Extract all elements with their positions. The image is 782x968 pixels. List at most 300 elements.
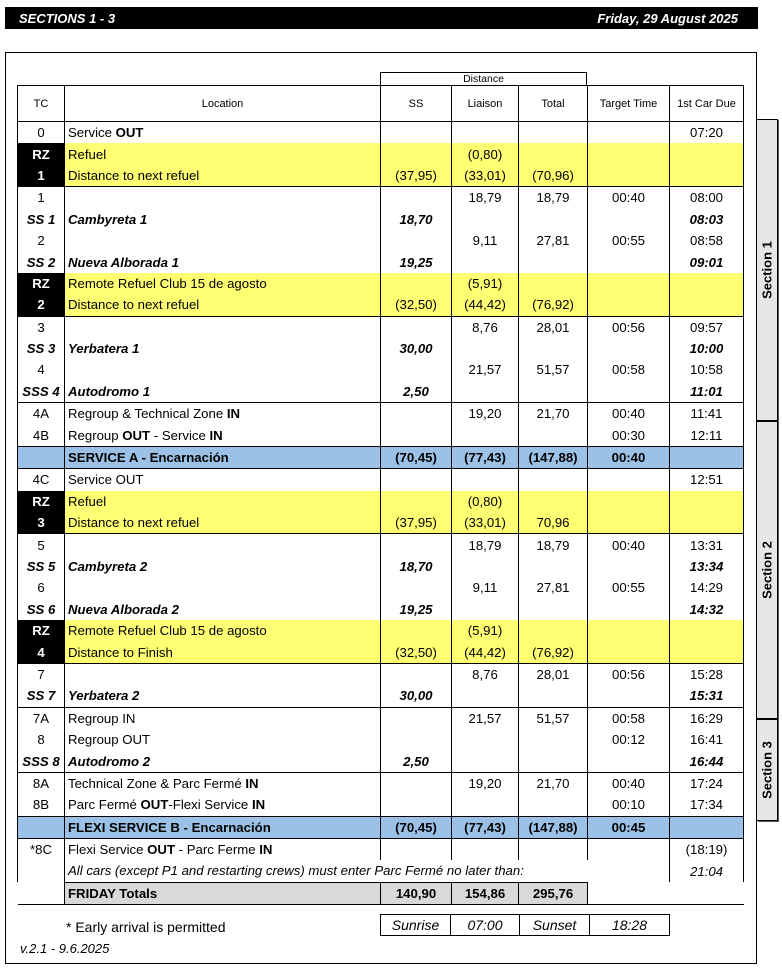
cell-loc [65, 838, 381, 860]
cell-ss: (37,95) [381, 165, 452, 187]
cell-loc [65, 750, 381, 772]
table-row [18, 534, 744, 556]
cell-due: 15:31 [670, 685, 744, 707]
cell-target: 00:40 [588, 403, 670, 425]
cell-loc [65, 577, 381, 598]
cell-loc [65, 294, 381, 316]
location-emphasis: OUT [140, 797, 169, 813]
table-row [18, 685, 744, 707]
location-text: Autodromo 1 [68, 383, 151, 399]
cell-ss: (32,50) [381, 294, 452, 316]
table-row [18, 512, 744, 534]
cell-ss: 18,70 [381, 556, 452, 577]
cell-ss [381, 187, 452, 209]
cell-total: (147,88) [519, 446, 588, 468]
col-location: Location [65, 86, 381, 122]
cell-liaison: (0,80) [452, 143, 519, 164]
cell-target: 00:55 [588, 577, 670, 598]
col-total: Total [519, 86, 588, 122]
cell-tc: RZ [18, 273, 65, 294]
cell-target [588, 641, 670, 663]
cell-due [670, 491, 744, 512]
cell-total: 51,57 [519, 707, 588, 729]
cell-total: 21,70 [519, 403, 588, 425]
cell-liaison [452, 729, 519, 750]
cell-tc [18, 446, 65, 468]
location-text: Flexi Service [68, 842, 148, 858]
cell-loc [65, 663, 381, 685]
cell-ss: (37,95) [381, 512, 452, 534]
cell-loc [65, 165, 381, 187]
cell-liaison: 21,57 [452, 707, 519, 729]
cell-tc: *8C [18, 838, 65, 860]
cell-liaison [452, 251, 519, 272]
cell-ss: 19,25 [381, 599, 452, 620]
cell-liaison: 19,20 [452, 772, 519, 794]
cell-due: 13:34 [670, 556, 744, 577]
location-emphasis: OUT [122, 427, 151, 443]
cell-target: 00:55 [588, 230, 670, 251]
table-row [18, 556, 744, 577]
cell-liaison: 18,79 [452, 187, 519, 209]
location-text: Regroup OUT [68, 732, 151, 748]
cell-ss: 19,25 [381, 251, 452, 272]
cell-liaison: (33,01) [452, 165, 519, 187]
cell-total: 28,01 [519, 316, 588, 338]
cell-target [588, 512, 670, 534]
cell-due: 09:57 [670, 316, 744, 338]
location-text: Regroup & Technical Zone [68, 406, 227, 422]
col-ss: SS [381, 86, 452, 122]
table-row [18, 707, 744, 729]
section-3-tab: Section 3 [757, 719, 778, 821]
table-row [18, 338, 744, 359]
location-emphasis: IN [209, 427, 223, 443]
cell-liaison [452, 838, 519, 860]
cell-due: 14:29 [670, 577, 744, 598]
cell-loc [65, 338, 381, 359]
cell-tc: 8B [18, 794, 65, 816]
table-row [18, 860, 744, 882]
cell-total [519, 469, 588, 491]
cell-loc [65, 316, 381, 338]
cell-liaison [452, 209, 519, 230]
location-text: Remote Refuel Club 15 de agosto [68, 275, 267, 291]
location-text: Distance to Finish [68, 644, 173, 660]
cell-ss [381, 491, 452, 512]
cell-target: 00:40 [588, 772, 670, 794]
cell-ss: 18,70 [381, 209, 452, 230]
table-row [18, 273, 744, 294]
cell-due: 16:29 [670, 707, 744, 729]
cell-total: 18,79 [519, 534, 588, 556]
cell-tc: SSS 4 [18, 381, 65, 403]
cell-due: 16:44 [670, 750, 744, 772]
cell-total [519, 273, 588, 294]
cell-total: 27,81 [519, 577, 588, 598]
cell-liaison [452, 599, 519, 620]
cell-total [519, 729, 588, 750]
table-row [18, 882, 744, 904]
cell-tc: 2 [18, 230, 65, 251]
table-row [18, 381, 744, 403]
date-label: Friday, 29 August 2025 [597, 11, 738, 26]
cell-total: 70,96 [519, 512, 588, 534]
table-row [18, 838, 744, 860]
cell-target [588, 209, 670, 230]
cell-ss: (32,50) [381, 641, 452, 663]
cell-due: 11:01 [670, 381, 744, 403]
cell-liaison: (44,42) [452, 294, 519, 316]
cell-target: 00:58 [588, 359, 670, 380]
cell-loc [65, 882, 381, 904]
table-row [18, 641, 744, 663]
cell-tc: RZ [18, 491, 65, 512]
cell-loc [65, 729, 381, 750]
cell-total: 18,79 [519, 187, 588, 209]
cell-ss: 30,00 [381, 685, 452, 707]
cell-loc [65, 599, 381, 620]
location-text: Yerbatera 2 [68, 688, 140, 704]
col-liaison: Liaison [452, 86, 519, 122]
cell-tc: RZ [18, 143, 65, 164]
table-row [18, 446, 744, 468]
cell-due [670, 446, 744, 468]
cell-loc [65, 772, 381, 794]
cell-total [519, 209, 588, 230]
sunrise-label: Sunrise [381, 915, 451, 936]
cell-target [588, 381, 670, 403]
cell-target [588, 273, 670, 294]
section-1-tab: Section 1 [757, 119, 778, 421]
cell-loc [65, 273, 381, 294]
col-tc: TC [18, 86, 65, 122]
cell-tc: SS 3 [18, 338, 65, 359]
cell-target [588, 491, 670, 512]
cell-tc: 8 [18, 729, 65, 750]
cell-tc: SS 2 [18, 251, 65, 272]
cell-liaison: 19,20 [452, 403, 519, 425]
cell-ss [381, 359, 452, 380]
cell-ss [381, 534, 452, 556]
cell-due: 13:31 [670, 534, 744, 556]
cell-liaison [452, 685, 519, 707]
cell-due: 12:51 [670, 469, 744, 491]
location-emphasis: IN [226, 406, 241, 422]
cell-due: (18:19) [670, 838, 744, 860]
table-row [18, 663, 744, 685]
itinerary-table [17, 85, 744, 905]
sun-times [380, 914, 670, 936]
cell-liaison: 154,86 [452, 882, 519, 904]
cell-liaison [452, 424, 519, 446]
cell-tc: 3 [18, 512, 65, 534]
cell-liaison: 8,76 [452, 316, 519, 338]
table-row [18, 230, 744, 251]
cell-due: 11:41 [670, 403, 744, 425]
location-text: All cars (except P1 and restarting crews) must enter Parc Fermé no later than: [68, 863, 524, 879]
cell-total: (147,88) [519, 816, 588, 838]
table-row [18, 316, 744, 338]
cell-target [588, 882, 670, 904]
cell-tc: SSS 8 [18, 750, 65, 772]
cell-tc: 3 [18, 316, 65, 338]
location-text: Nueva Alborada 1 [68, 254, 179, 270]
cell-loc [65, 381, 381, 403]
table-row [18, 750, 744, 772]
table-row [18, 424, 744, 446]
table-row [18, 122, 744, 144]
cell-loc [65, 860, 670, 882]
cell-loc [65, 685, 381, 707]
cell-loc [65, 230, 381, 251]
table-row [18, 469, 744, 491]
cell-due [670, 882, 744, 904]
cell-ss [381, 273, 452, 294]
location-text: Cambyreta 1 [68, 211, 148, 227]
cell-tc: 4C [18, 469, 65, 491]
cell-liaison: 18,79 [452, 534, 519, 556]
cell-liaison: (44,42) [452, 641, 519, 663]
cell-due: 17:34 [670, 794, 744, 816]
cell-target [588, 599, 670, 620]
cell-liaison: 8,76 [452, 663, 519, 685]
cell-tc [18, 882, 65, 904]
cell-ss [381, 316, 452, 338]
location-text: SERVICE A - Encarnación [68, 450, 229, 466]
cell-due: 15:28 [670, 663, 744, 685]
cell-due [670, 165, 744, 187]
cell-target [588, 620, 670, 641]
location-text: Parc Fermé [68, 797, 141, 813]
cell-ss [381, 794, 452, 816]
location-emphasis: IN [251, 797, 266, 813]
cell-liaison: (77,43) [452, 816, 519, 838]
location-text: Technical Zone & Parc Fermé [68, 775, 246, 791]
cell-total [519, 794, 588, 816]
cell-loc [65, 359, 381, 380]
cell-ss [381, 469, 452, 491]
cell-liaison [452, 750, 519, 772]
table-row [18, 729, 744, 750]
location-text: Cambyreta 2 [68, 559, 148, 574]
cell-total: 295,76 [519, 882, 588, 904]
cell-due: 12:11 [670, 424, 744, 446]
cell-total [519, 122, 588, 144]
location-emphasis: IN [245, 775, 259, 791]
table-row [18, 772, 744, 794]
cell-tc: 4B [18, 424, 65, 446]
cell-ss [381, 729, 452, 750]
cell-total: (76,92) [519, 641, 588, 663]
cell-total: 21,70 [519, 772, 588, 794]
cell-total: (70,96) [519, 165, 588, 187]
distance-group-header: Distance [380, 72, 587, 86]
cell-loc [65, 816, 381, 838]
cell-tc: 4 [18, 641, 65, 663]
cell-target [588, 685, 670, 707]
cell-target: 00:12 [588, 729, 670, 750]
table-row [18, 209, 744, 230]
cell-ss [381, 772, 452, 794]
cell-total: 28,01 [519, 663, 588, 685]
cell-due: 10:58 [670, 359, 744, 380]
cell-ss: 2,50 [381, 750, 452, 772]
cell-due [670, 512, 744, 534]
location-text: Regroup IN [68, 710, 136, 726]
table-row [18, 403, 744, 425]
table-row [18, 187, 744, 209]
cell-target [588, 122, 670, 144]
location-emphasis: IN [259, 842, 273, 858]
cell-target: 00:56 [588, 316, 670, 338]
table-row [18, 251, 744, 272]
cell-total [519, 556, 588, 577]
cell-total: 51,57 [519, 359, 588, 380]
cell-target: 00:40 [588, 446, 670, 468]
cell-ss [381, 663, 452, 685]
cell-total: (76,92) [519, 294, 588, 316]
cell-ss [381, 403, 452, 425]
cell-loc [65, 641, 381, 663]
location-text: Refuel [68, 493, 107, 509]
cell-liaison [452, 338, 519, 359]
cell-tc: SS 6 [18, 599, 65, 620]
cell-ss: 30,00 [381, 338, 452, 359]
table-row [18, 794, 744, 816]
table-row [18, 599, 744, 620]
location-text: Service [68, 125, 116, 141]
cell-target: 00:40 [588, 187, 670, 209]
cell-ss [381, 707, 452, 729]
cell-target: 00:58 [588, 707, 670, 729]
cell-loc [65, 794, 381, 816]
cell-tc: 1 [18, 165, 65, 187]
cell-total [519, 491, 588, 512]
cell-tc: SS 5 [18, 556, 65, 577]
cell-ss [381, 122, 452, 144]
cell-total [519, 338, 588, 359]
cell-due [670, 273, 744, 294]
cell-loc [65, 251, 381, 272]
cell-tc: 4 [18, 359, 65, 380]
cell-tc [18, 860, 65, 882]
early-arrival-note: * Early arrival is permitted [66, 919, 226, 935]
location-text: Regroup [68, 427, 123, 443]
cell-liaison: (77,43) [452, 446, 519, 468]
cell-due: 10:00 [670, 338, 744, 359]
cell-tc: 7 [18, 663, 65, 685]
page-title: SECTIONS 1 - 3 [19, 11, 116, 26]
cell-loc [65, 446, 381, 468]
cell-tc [18, 816, 65, 838]
header-bar [5, 7, 758, 29]
cell-ss [381, 838, 452, 860]
cell-target [588, 469, 670, 491]
table-row [18, 491, 744, 512]
cell-target: 00:40 [588, 534, 670, 556]
cell-target: 00:56 [588, 663, 670, 685]
location-text: -Flexi Service [168, 797, 252, 813]
sunset-label: Sunset [520, 915, 590, 936]
cell-due: 08:00 [670, 187, 744, 209]
cell-ss: 2,50 [381, 381, 452, 403]
cell-due: 17:24 [670, 772, 744, 794]
cell-loc [65, 122, 381, 144]
cell-due [670, 294, 744, 316]
cell-tc: 1 [18, 187, 65, 209]
section-2-tab: Section 2 [757, 421, 778, 719]
cell-target [588, 556, 670, 577]
col-target-time: Target Time [588, 86, 670, 122]
cell-ss [381, 230, 452, 251]
sunset-time: 18:28 [590, 915, 670, 936]
cell-due: 09:01 [670, 251, 744, 272]
location-text: Service OUT [68, 472, 144, 488]
cell-due: 14:32 [670, 599, 744, 620]
cell-loc [65, 209, 381, 230]
cell-ss: (70,45) [381, 816, 452, 838]
cell-target: 00:10 [588, 794, 670, 816]
cell-total [519, 750, 588, 772]
table-row [18, 577, 744, 598]
cell-tc: 2 [18, 294, 65, 316]
cell-tc: 6 [18, 577, 65, 598]
cell-due [670, 620, 744, 641]
location-emphasis: OUT [115, 125, 144, 141]
cell-due: 21:04 [670, 860, 744, 882]
table-row [18, 294, 744, 316]
location-text: Refuel [68, 146, 107, 162]
cell-due: 08:58 [670, 230, 744, 251]
cell-liaison: (5,91) [452, 273, 519, 294]
cell-loc [65, 556, 381, 577]
cell-target [588, 143, 670, 164]
cell-target: 00:30 [588, 424, 670, 446]
cell-due: 16:41 [670, 729, 744, 750]
cell-ss [381, 143, 452, 164]
cell-loc [65, 512, 381, 534]
cell-ss [381, 577, 452, 598]
location-text: Nueva Alborada 2 [68, 601, 179, 617]
cell-liaison: 9,11 [452, 230, 519, 251]
cell-target [588, 750, 670, 772]
cell-due [670, 143, 744, 164]
location-text: - Service [150, 427, 210, 443]
table-row [18, 620, 744, 641]
version-label: v.2.1 - 9.6.2025 [20, 941, 110, 956]
cell-tc: 7A [18, 707, 65, 729]
table-row [18, 816, 744, 838]
cell-due [670, 816, 744, 838]
cell-total [519, 599, 588, 620]
cell-target [588, 294, 670, 316]
location-text: Distance to next refuel [68, 515, 200, 531]
cell-loc [65, 620, 381, 641]
cell-liaison: (0,80) [452, 491, 519, 512]
cell-ss: 140,90 [381, 882, 452, 904]
location-text: Autodromo 2 [68, 753, 151, 769]
cell-loc [65, 403, 381, 425]
cell-loc [65, 491, 381, 512]
cell-tc: 8A [18, 772, 65, 794]
cell-liaison [452, 381, 519, 403]
cell-target [588, 838, 670, 860]
cell-liaison [452, 794, 519, 816]
cell-liaison [452, 469, 519, 491]
cell-target [588, 251, 670, 272]
cell-total [519, 620, 588, 641]
